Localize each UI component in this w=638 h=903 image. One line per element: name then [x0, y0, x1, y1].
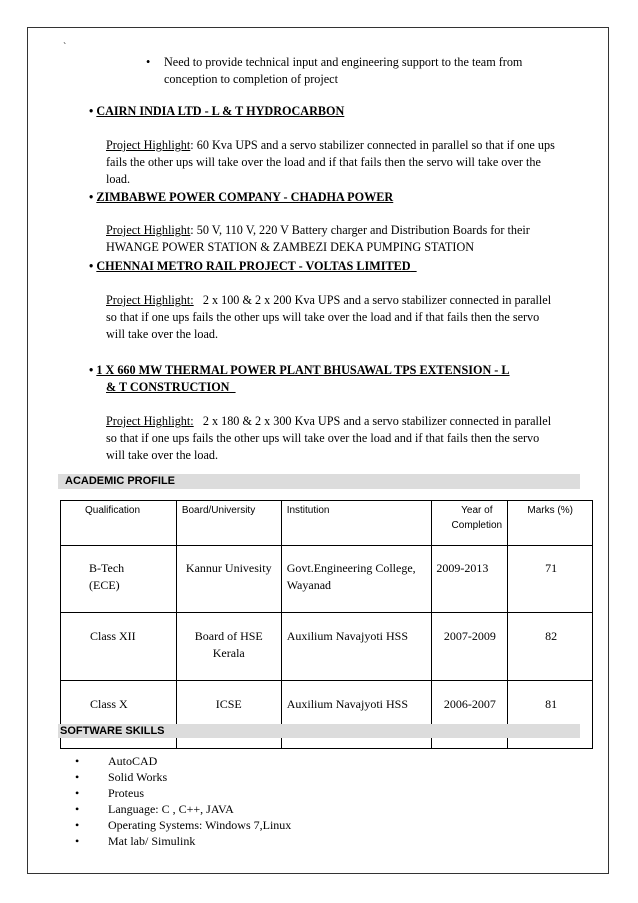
project-highlight-line: so that if one ups fails the other ups will take over the load and if that fails then the servo [106, 431, 540, 445]
cell-board: ICSE [176, 681, 281, 749]
software-skills-heading: SOFTWARE SKILLS [58, 724, 580, 738]
top-bullet-line2: conception to completion of project [164, 72, 338, 86]
table-row [61, 681, 593, 749]
header-marks: Marks (%) [508, 501, 593, 546]
table-header-row [61, 501, 593, 546]
project-title: • 1 X 660 MW THERMAL POWER PLANT BHUSAWAL TPS EXTENSION - L [89, 363, 510, 377]
header-qualification: Qualification [61, 501, 177, 546]
cell-marks: 71 [508, 546, 593, 613]
project-highlight-line: Project Highlight: 2 x 100 & 2 x 200 Kva UPS and a servo stabilizer connected in parallel [106, 293, 552, 307]
list-item: • Mat lab/ Simulink [75, 834, 196, 848]
list-item: • Language: C , C++, JAVA [75, 802, 234, 816]
cell-year: 2007-2009 [432, 613, 508, 681]
cell-qualification: Class XII [61, 613, 177, 681]
header-institution: Institution [281, 501, 432, 546]
academic-profile-heading: ACADEMIC PROFILE [58, 474, 580, 489]
list-item: • Solid Works [75, 770, 168, 784]
cell-marks: 82 [508, 613, 593, 681]
project-title: • CAIRN INDIA LTD - L & T HYDROCARBON [89, 104, 345, 118]
table-row [61, 613, 593, 681]
project-highlight-line: Project Highlight: 50 V, 110 V, 220 V Battery charger and Distribution Boards for their [106, 223, 530, 237]
table-row [61, 546, 593, 613]
academic-table [60, 500, 593, 749]
cell-marks: 81 [508, 681, 593, 749]
list-item: • Operating Systems: Windows 7,Linux [75, 818, 292, 832]
project-highlight-line: HWANGE POWER STATION & ZAMBEZI DEKA PUMPING STATION [106, 240, 475, 254]
project-highlight-line: so that if one ups fails the other ups will take over the load and if that fails then the servo [106, 310, 540, 324]
project-title-cont: & T CONSTRUCTION [106, 380, 230, 394]
list-item: • AutoCAD [75, 754, 158, 768]
header-year: Year of Completion [432, 501, 508, 546]
project-highlight-line: will take over the load. [106, 327, 219, 341]
stray-mark: ` [63, 42, 67, 53]
bullet-dot: • [146, 55, 151, 69]
project-highlight-line: will take over the load. [106, 448, 219, 462]
cell-board: Board of HSE Kerala [176, 613, 281, 681]
project-highlight-line: Project Highlight: 2 x 180 & 2 x 300 Kva UPS and a servo stabilizer connected in parallel [106, 414, 552, 428]
cell-institution: Govt.Engineering College, Wayanad [281, 546, 432, 613]
project-title: • ZIMBABWE POWER COMPANY - CHADHA POWER [89, 190, 394, 204]
cell-institution: Auxilium Navajyoti HSS [281, 681, 432, 749]
cell-institution: Auxilium Navajyoti HSS [281, 613, 432, 681]
cell-year: 2009-2013 [432, 546, 508, 613]
cell-board: Kannur Univesity [176, 546, 281, 613]
cell-qualification: B-Tech (ECE) [61, 546, 177, 613]
cell-year: 2006-2007 [432, 681, 508, 749]
project-highlight-line: Project Highlight: 60 Kva UPS and a servo stabilizer connected in parallel so that if one ups [106, 138, 555, 152]
header-board: Board/University [176, 501, 281, 546]
list-item: • Proteus [75, 786, 144, 800]
cell-qualification: Class X [61, 681, 177, 749]
project-highlight-line: load. [106, 172, 131, 186]
project-title: • CHENNAI METRO RAIL PROJECT - VOLTAS LIMITED [89, 259, 411, 273]
top-bullet-line1: Need to provide technical input and engineering support to the team from [164, 55, 523, 69]
project-highlight-line: fails the other ups will take over the load and if that fails then the servo will take over the [106, 155, 541, 169]
